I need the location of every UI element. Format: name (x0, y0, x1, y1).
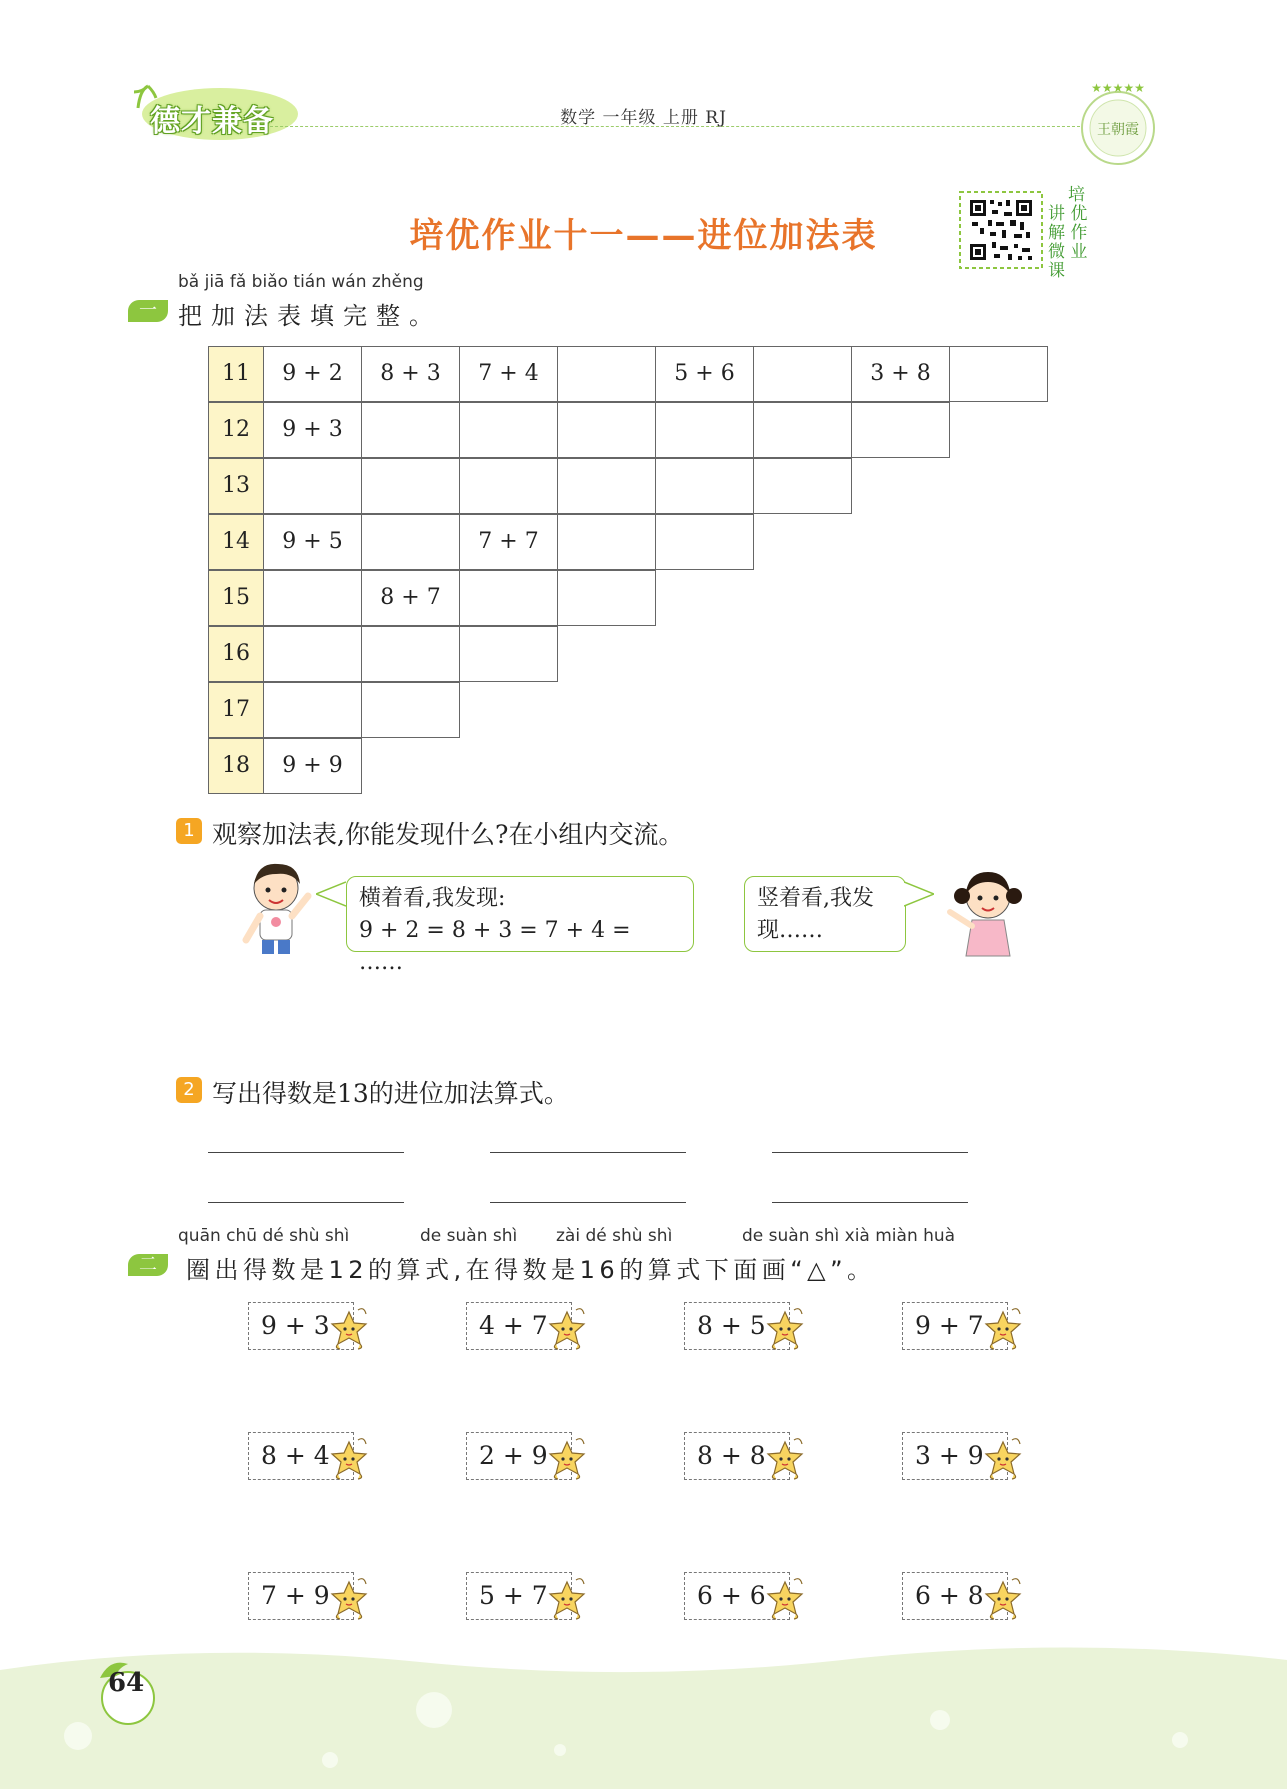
formula-box[interactable]: 5 + 7 (466, 1572, 572, 1620)
section1-pinyin: bǎ jiā fǎ biǎo tián wán zhěng (178, 272, 424, 292)
boy-speech-bubble: 横着看,我发现: 9 + 2 = 8 + 3 = 7 + 4 = …… (346, 876, 694, 952)
answer-line[interactable] (208, 1202, 404, 1203)
table-row-head: 18 (208, 738, 264, 794)
table-row-head: 12 (208, 402, 264, 458)
logo-text: 德才兼备 (150, 104, 274, 139)
table-cell: 7 + 7 (459, 514, 558, 570)
publisher-seal (1076, 82, 1160, 166)
formula-box[interactable]: 8 + 8 (684, 1432, 790, 1480)
section2-pinyin-2: de suàn shì (420, 1226, 518, 1246)
table-cell: 9 + 9 (263, 738, 362, 794)
table-cell-blank[interactable] (655, 458, 754, 514)
table-cell-blank[interactable] (557, 346, 656, 402)
table-cell: 5 + 6 (655, 346, 754, 402)
section2-instruction: 圈出得数是12的算式,在得数是16的算式下面画“△”。 (186, 1256, 876, 1284)
svg-text:★★★★★: ★★★★★ (1091, 82, 1145, 95)
star-mascot-icon (328, 1306, 370, 1350)
table-cell-blank[interactable] (753, 458, 852, 514)
star-mascot-icon (764, 1576, 806, 1620)
table-cell-blank[interactable] (753, 402, 852, 458)
qr-label: 培 讲 优 解 作 微 业 课 (1048, 185, 1088, 281)
section-badge-1: 一 (128, 300, 168, 322)
star-mascot-icon (764, 1306, 806, 1350)
formula-box[interactable]: 7 + 9 (248, 1572, 354, 1620)
page-number: 64 (108, 1668, 145, 1698)
table-cell-blank[interactable] (655, 402, 754, 458)
answer-line[interactable] (772, 1152, 968, 1153)
table-cell-blank[interactable] (263, 458, 362, 514)
bubble-tail-right (904, 876, 934, 916)
question-badge-2: 2 (176, 1077, 202, 1103)
answer-line[interactable] (490, 1152, 686, 1153)
section2-pinyin-3: zài dé shù shì (556, 1226, 673, 1246)
star-mascot-icon (546, 1306, 588, 1350)
table-cell-blank[interactable] (361, 402, 460, 458)
star-mascot-icon (328, 1436, 370, 1480)
header-title: 数学 一年级 上册 RJ (560, 108, 727, 128)
table-cell-blank[interactable] (361, 682, 460, 738)
table-cell: 9 + 2 (263, 346, 362, 402)
formula-box[interactable]: 6 + 8 (902, 1572, 1008, 1620)
formula-box[interactable]: 8 + 5 (684, 1302, 790, 1350)
table-cell-blank[interactable] (361, 514, 460, 570)
section2-pinyin-1: quān chū dé shù shì (178, 1226, 350, 1246)
table-cell-blank[interactable] (361, 458, 460, 514)
star-mascot-icon (982, 1576, 1024, 1620)
table-cell: 9 + 3 (263, 402, 362, 458)
question-badge-1: 1 (176, 818, 202, 844)
table-cell-blank[interactable] (263, 626, 362, 682)
bubble-tail-left (316, 876, 346, 916)
table-cell-blank[interactable] (557, 458, 656, 514)
table-cell: 8 + 7 (361, 570, 460, 626)
table-cell: 9 + 5 (263, 514, 362, 570)
question-1-text: 观察加法表,你能发现什么?在小组内交流。 (212, 820, 684, 849)
table-cell-blank[interactable] (459, 402, 558, 458)
table-cell-blank[interactable] (459, 626, 558, 682)
formula-box[interactable]: 4 + 7 (466, 1302, 572, 1350)
page-title: 培优作业十一——进位加法表 (409, 216, 878, 256)
table-cell-blank[interactable] (263, 682, 362, 738)
table-row-head: 16 (208, 626, 264, 682)
table-cell-blank[interactable] (655, 514, 754, 570)
section2-pinyin-4: de suàn shì xià miàn huà (742, 1226, 956, 1246)
formula-box[interactable]: 8 + 4 (248, 1432, 354, 1480)
answer-line[interactable] (208, 1152, 404, 1153)
star-mascot-icon (546, 1576, 588, 1620)
star-mascot-icon (328, 1576, 370, 1620)
footer-decoration (0, 1640, 1287, 1789)
table-cell-blank[interactable] (459, 570, 558, 626)
question-2-text: 写出得数是13的进位加法算式。 (212, 1079, 569, 1108)
table-cell: 8 + 3 (361, 346, 460, 402)
table-cell-blank[interactable] (557, 514, 656, 570)
table-cell: 3 + 8 (851, 346, 950, 402)
table-cell-blank[interactable] (949, 346, 1048, 402)
table-cell-blank[interactable] (459, 458, 558, 514)
formula-box[interactable]: 6 + 6 (684, 1572, 790, 1620)
girl-speech-bubble: 竖着看,我发 现…… (744, 876, 906, 952)
formula-box[interactable]: 2 + 9 (466, 1432, 572, 1480)
star-mascot-icon (764, 1436, 806, 1480)
formula-box[interactable]: 9 + 3 (248, 1302, 354, 1350)
table-cell-blank[interactable] (557, 402, 656, 458)
table-row-head: 13 (208, 458, 264, 514)
table-cell-blank[interactable] (851, 402, 950, 458)
star-mascot-icon (546, 1436, 588, 1480)
section1-instruction: 把加法表填完整。 (178, 302, 442, 330)
table-row-head: 11 (208, 346, 264, 402)
star-mascot-icon (982, 1306, 1024, 1350)
formula-box[interactable]: 3 + 9 (902, 1432, 1008, 1480)
table-row-head: 17 (208, 682, 264, 738)
answer-line[interactable] (490, 1202, 686, 1203)
table-row-head: 14 (208, 514, 264, 570)
table-cell-blank[interactable] (753, 346, 852, 402)
boy-illustration (236, 860, 322, 956)
table-cell-blank[interactable] (263, 570, 362, 626)
formula-box[interactable]: 9 + 7 (902, 1302, 1008, 1350)
qr-code[interactable] (958, 190, 1044, 270)
table-cell: 7 + 4 (459, 346, 558, 402)
table-cell-blank[interactable] (361, 626, 460, 682)
table-row-head: 15 (208, 570, 264, 626)
table-cell-blank[interactable] (557, 570, 656, 626)
star-mascot-icon (982, 1436, 1024, 1480)
girl-illustration (940, 866, 1030, 958)
answer-line[interactable] (772, 1202, 968, 1203)
svg-text:王朝霞: 王朝霞 (1097, 122, 1139, 138)
section-badge-2: 二 (128, 1254, 168, 1276)
